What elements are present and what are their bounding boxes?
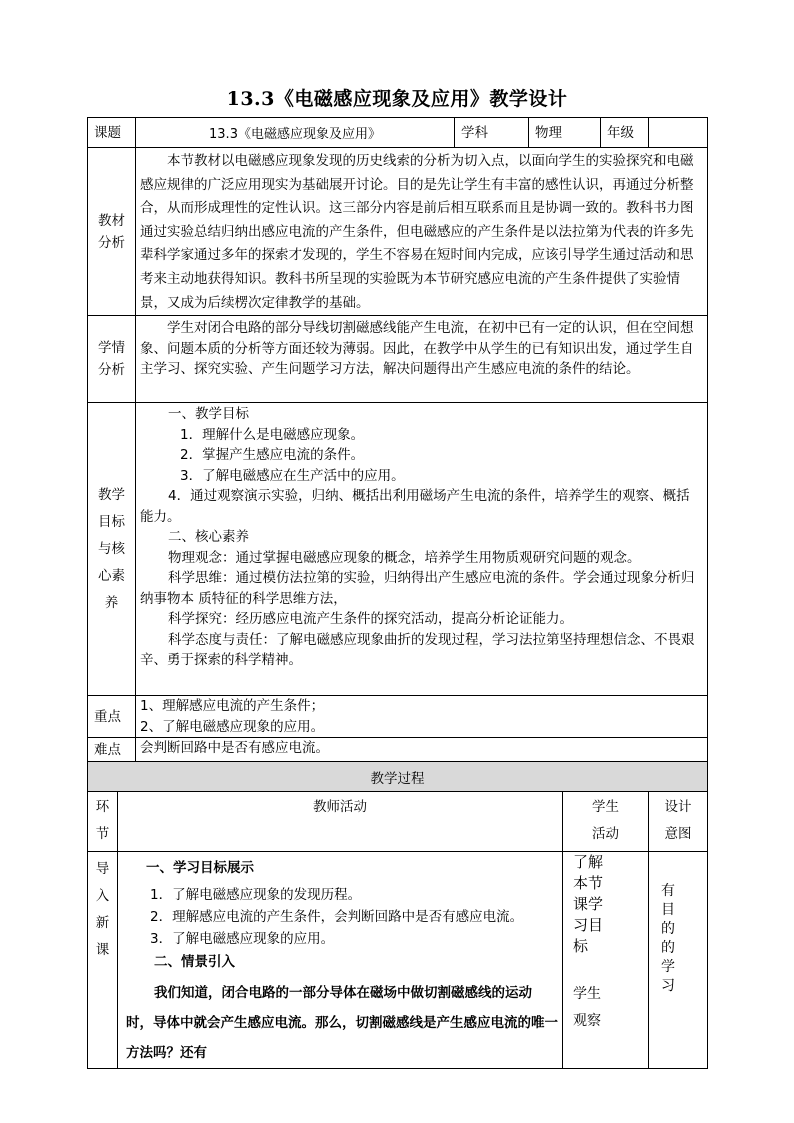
intro-student-activity: 了解 本节 课学 习目 标 学生 观察 xyxy=(563,852,649,1069)
goals-row xyxy=(88,403,708,696)
student-analysis-label: 学情 分析 xyxy=(88,316,136,403)
core-item: 物理观念：通过掌握电磁感应现象的概念，培养学生用物质观研究问题的观念。 xyxy=(168,549,641,566)
grade-value xyxy=(649,118,708,148)
intro-goal-item: 2．理解感应电流的产生条件，会判断回路中是否有感应电流。 xyxy=(150,909,524,926)
key-point-item: 1、理解感应电流的产生条件； xyxy=(140,698,325,715)
core-item: 科学态度与责任：了解电磁感应现象曲折的发现过程，学习法拉第坚持理想信念、不畏艰辛、勇于探索的科学精神。 xyxy=(140,631,695,669)
goal-item: 1．理解什么是电磁感应现象。 xyxy=(180,426,365,443)
intro-goal-item: 3．了解电磁感应现象的应用。 xyxy=(150,931,335,948)
process-heading-row xyxy=(88,762,708,792)
student-analysis-text: 学生对闭合电路的部分导线切割磁感线能产生电流，在初中已有一定的认识，但在空间想象、问题本质的分析等方面还较为薄弱。因此，在教学中从学生的已有知识出发，通过学生自主学习、探究实验、产生问题学习方法，解决问题得出产生感应电流的条件的结论。 xyxy=(140,320,694,378)
key-point-item: 2、了解电磁感应现象的应用。 xyxy=(140,718,325,735)
core-item: 科学思维：通过模仿法拉第的实验，归纳得出产生感应电流的条件。学会通过现象分析归纳事物本 质特征的科学思维方法， xyxy=(140,570,695,607)
intro-stage-label: 导 入 新 课 xyxy=(88,852,118,1069)
difficulty-label: 难点 xyxy=(88,738,136,762)
key-points-label: 重点 xyxy=(88,696,136,738)
intro-goal-item: 1．了解电磁感应现象的发现历程。 xyxy=(150,887,362,904)
intro-scene-text: 我们知道，闭合电路的一部分导体在磁场中做切割磁感线的运动时，导体中就会产生感应电流。那么，切割磁感线是产生感应电流的唯一方法吗？还有 xyxy=(126,985,558,1062)
intro-teacher-activity xyxy=(118,852,563,1069)
goals-heading: 一、教学目标 xyxy=(168,406,249,423)
intro-heading-scene: 二、情景引入 xyxy=(154,954,235,971)
process-heading: 教学过程 xyxy=(88,762,708,792)
intro-heading-goals: 一、学习目标展示 xyxy=(146,860,254,877)
textbook-analysis-row xyxy=(88,148,708,316)
col-stage: 环 节 xyxy=(88,792,118,852)
topic-value: 13.3《电磁感应现象及应用》 xyxy=(136,118,455,148)
key-points-row xyxy=(88,696,708,738)
goal-item: 3．了解电磁感应在生产活中的应用。 xyxy=(180,467,405,484)
document-title: 13.3《电磁感应现象及应用》教学设计 xyxy=(226,88,568,110)
goal-item: 4．通过观察演示实验，归纳、概括出利用磁场产生电流的条件，培养学生的观察、概括能力。 xyxy=(140,488,690,525)
difficulty-text: 会判断回路中是否有感应电流。 xyxy=(140,740,329,757)
intro-design-intent: 有 目 的 的 学 习 xyxy=(649,852,708,1069)
subject-label: 学科 xyxy=(455,118,529,148)
textbook-analysis-text: 本节教材以电磁感应现象发现的历史线索的分析为切入点，以面向学生的实验探究和电磁感应规律的广泛应用现实为基础展开讨论。目的是先让学生有丰富的感性认识，再通过分析整合，从而形成理性的定性认识。这三部分内容是前后相互联系而且是协调一致的。教科书力图通过实验总结归纳出感应电流的产生条件，但电磁感应的产生条件是以法拉第为代表的许多先辈科学家通过多年的探索才发现的，学生不容易在短时间内完成，应该引导学生通过活动和思考来主动地获得知识。教科书所呈现的实验既为本节研究感应电流的产生条件提供了实验情景，又成为后续楞次定律教学的基础。 xyxy=(140,153,694,311)
header-row xyxy=(88,118,708,148)
intro-row xyxy=(88,852,708,1069)
goals-label: 教学 目标 与核 心素 养 xyxy=(88,403,136,696)
topic-label: 课题 xyxy=(88,118,136,148)
core-heading: 二、核心素养 xyxy=(168,529,249,546)
col-teacher: 教师活动 xyxy=(118,792,563,852)
core-item: 科学探究：经历感应电流产生条件的探究活动，提高分析论证能力。 xyxy=(168,611,573,628)
process-columns-row xyxy=(88,792,708,852)
goal-item: 2．掌握产生感应电流的条件。 xyxy=(180,447,365,464)
textbook-label: 教材 分析 xyxy=(88,148,136,316)
grade-label: 年级 xyxy=(601,118,649,148)
col-student: 学生 活动 xyxy=(563,792,649,852)
student-analysis-row xyxy=(88,316,708,403)
lesson-plan-table xyxy=(87,117,708,1069)
subject-value: 物理 xyxy=(529,118,601,148)
difficulty-row xyxy=(88,738,708,762)
col-design: 设计 意图 xyxy=(649,792,708,852)
